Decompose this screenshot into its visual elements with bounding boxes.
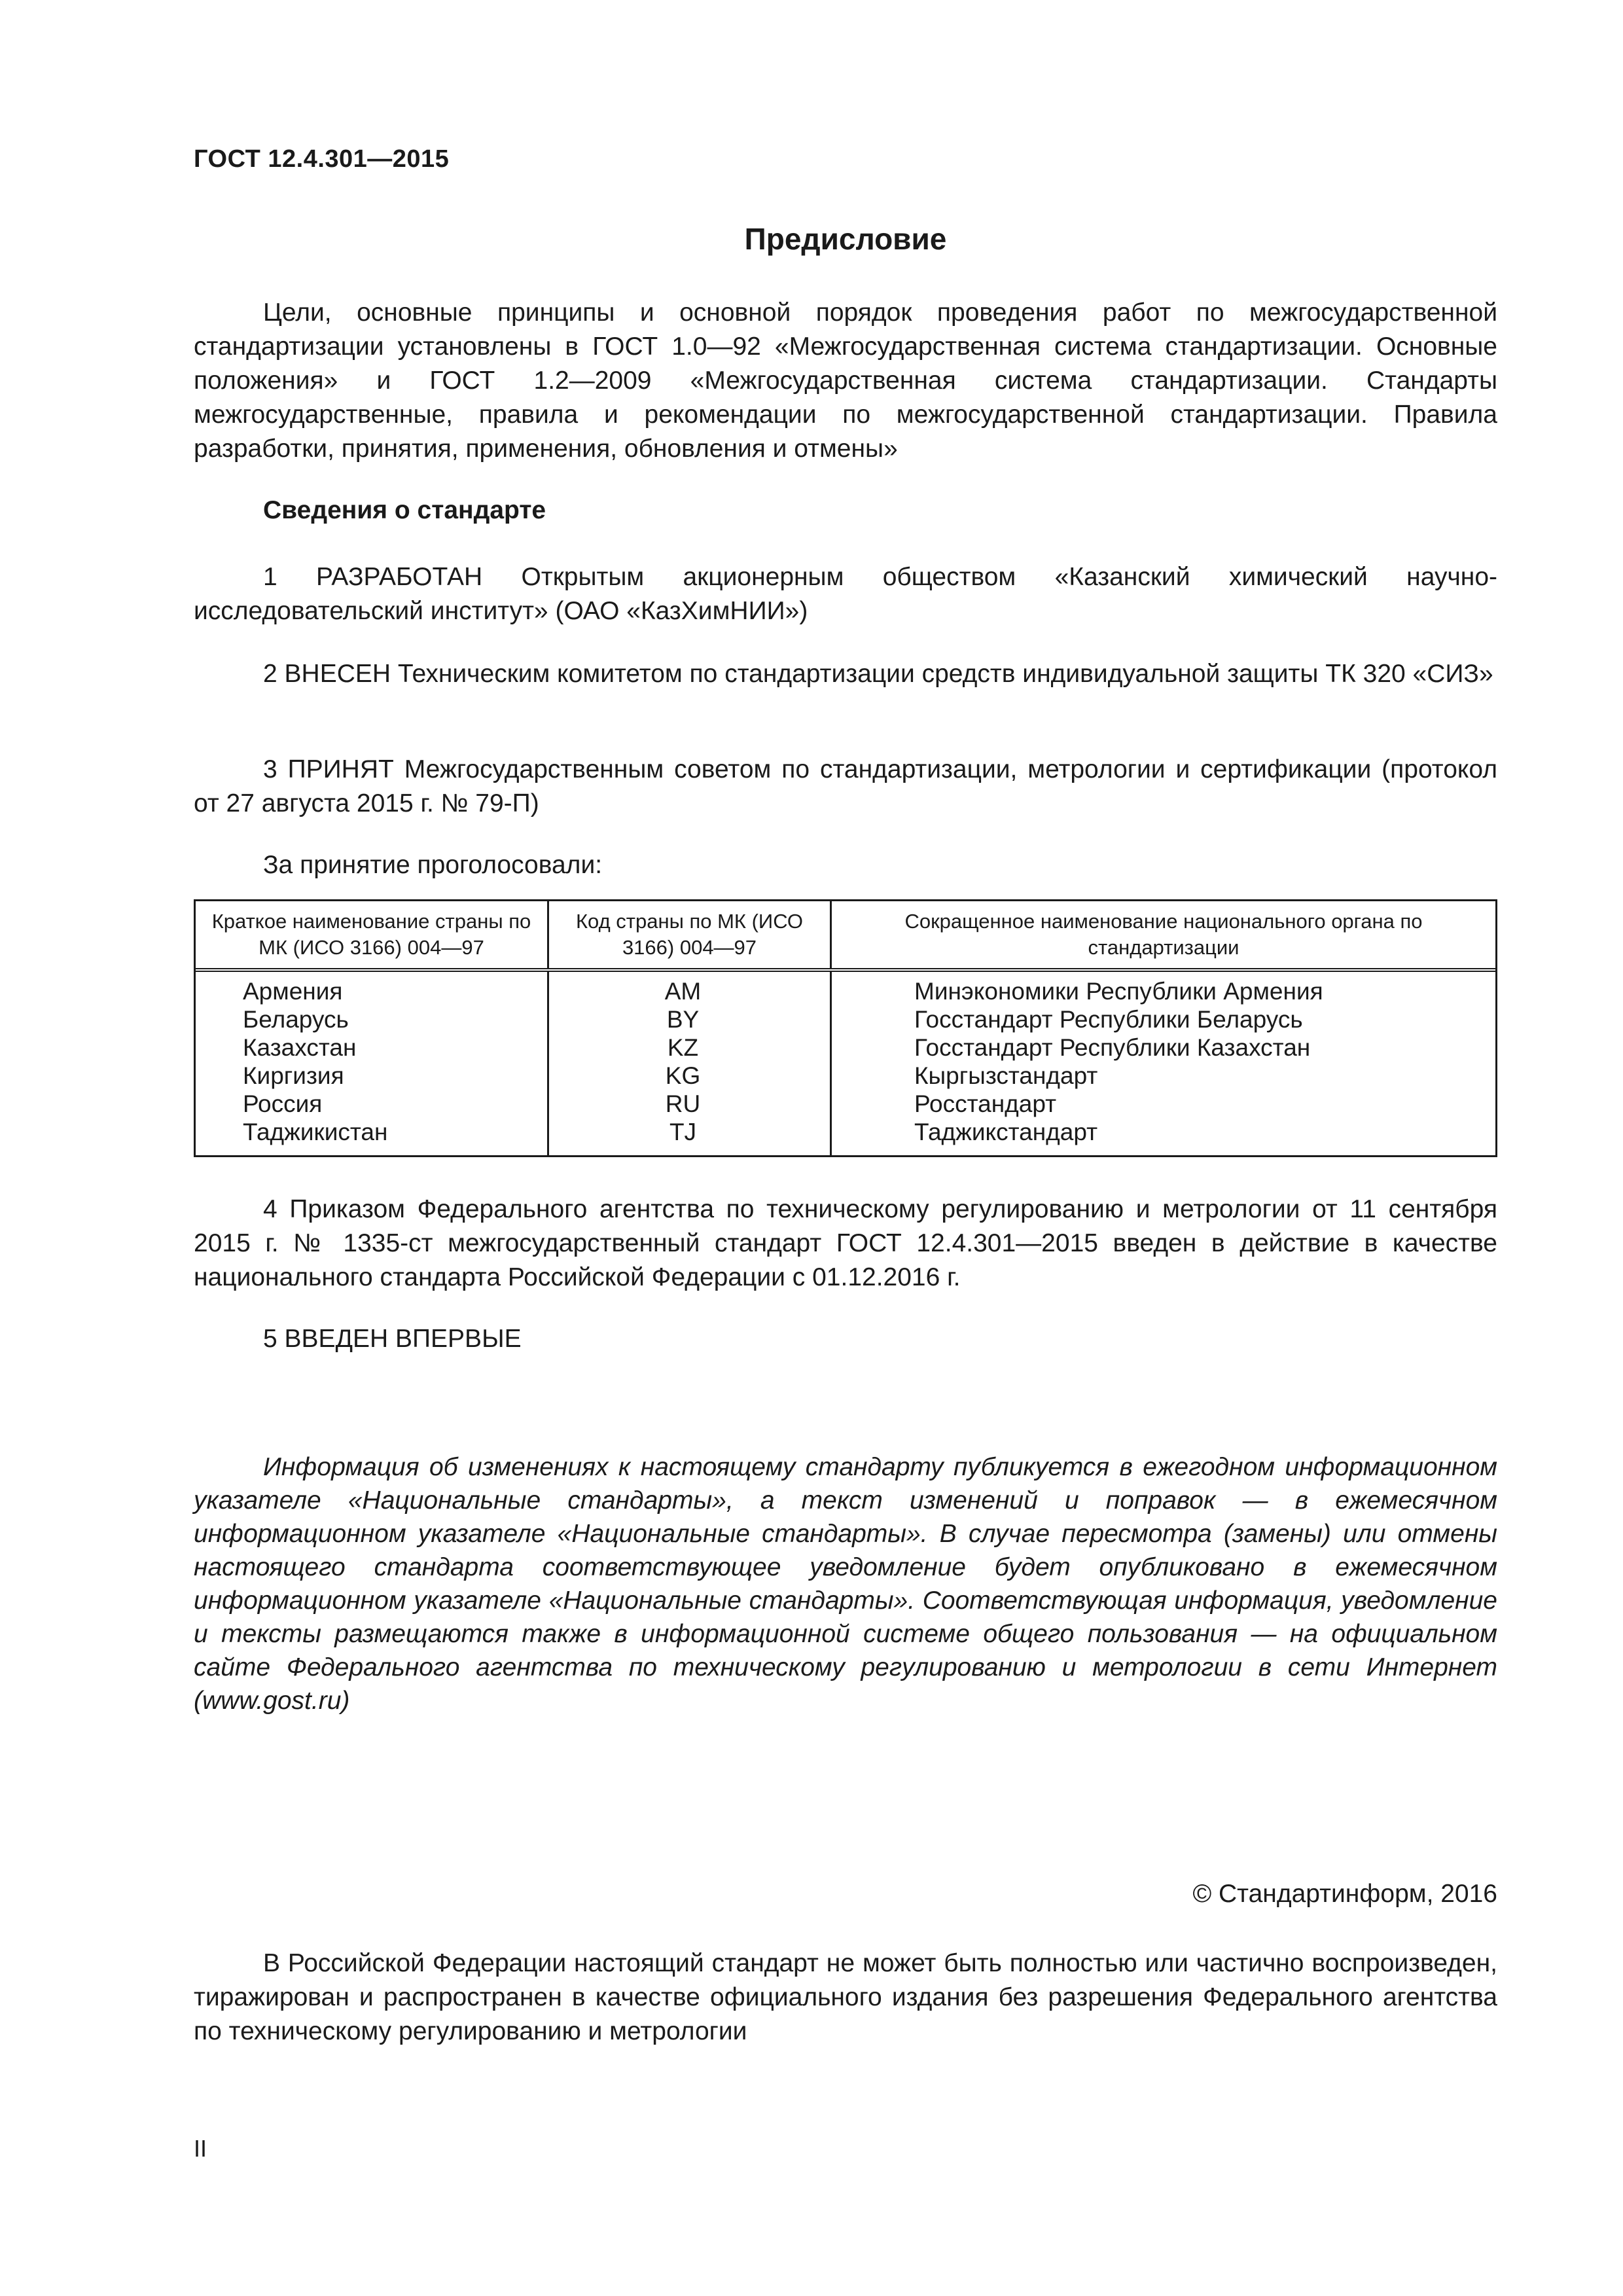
item-submitted: 2 ВНЕСЕН Техническим комитетом по стандартизации средств индивидуальной защиты ТК 320 «СИЗ» <box>263 660 1493 688</box>
table-cell-country: Казахстан <box>243 1034 357 1061</box>
header-country-name: Краткое наименование страны по МК (ИСО 3166) 004—97 <box>196 901 549 968</box>
table-cell-code: BY <box>666 1006 700 1033</box>
header-national-body: Сокращенное наименование национального органа по стандартизации <box>904 910 1423 959</box>
item-first-introduced: 5 ВВЕДЕН ВПЕРВЫЕ <box>263 1325 522 1353</box>
table-cell-country: Беларусь <box>243 1006 349 1033</box>
table-cell-country: Россия <box>243 1090 323 1117</box>
page-title: Предисловие <box>744 222 947 256</box>
changes-notice: Информация об изменениях к настоящему стандарту публикуется в ежегодном информационном указателе «Национальные стандарты», а текст изменений и поправок — в ежемесячном информационном указателе «Национальные стандарты». В случае пересмотра (замены) или отмены настоящего стандарта соответствующее уведомление будет опубликовано в ежемесячном информационном указателе «Национальные стандарты». Соответствующая информация, уведомление и тексты размещаются также в информационной системе общего пользования — на официальном сайте Федерального агентства по техническому регулированию и метрологии в сети Интернет (www.gost.ru) <box>194 1453 1497 1715</box>
table-cell-country: Армения <box>243 978 343 1005</box>
table-cell-body: Кыргызстандарт <box>914 1062 1098 1089</box>
item-order: 4 Приказом Федерального агентства по техническому регулированию и метрологии от 11 сентября 2015 г. № 1335-ст межгосударственный стандарт ГОСТ 12.4.301—2015 введен в действие в качестве национального стандарта Российской Федерации с 01.12.2016 г. <box>194 1195 1497 1291</box>
header-country-code: Код страны по МК (ИСО 3166) 004—97 <box>549 901 832 968</box>
table-cell-code: RU <box>665 1090 701 1117</box>
item-adopted: 3 ПРИНЯТ Межгосударственным советом по стандартизации, метрологии и сертификации (протокол от 27 августа 2015 г. № 79-П) <box>194 755 1497 817</box>
info-section-title: Сведения о стандарте <box>263 496 546 524</box>
table-cell-body: Минэкономики Республики Армения <box>914 978 1323 1005</box>
table-cell-code: AM <box>664 978 702 1005</box>
item-developed: 1 РАЗРАБОТАН Открытым акционерным обществом «Казанский химический научно-исследовательский институт» (ОАО «КазХимНИИ») <box>194 563 1497 625</box>
voted-label: За принятие проголосовали: <box>263 851 603 879</box>
table-cell-body: Таджикстандарт <box>914 1119 1098 1145</box>
intro-paragraph: Цели, основные принципы и основной порядок проведения работ по межгосударственной стандартизации установлены в ГОСТ 1.0—92 «Межгосударственная система стандартизации. Основные положения» и ГОСТ 1.2—2009 «Межгосударственная система стандартизации. Стандарты межгосударственные, правила и рекомендации по межгосударственной стандартизации. Правила разработки, принятия, применения, обновления и отмены» <box>194 298 1497 463</box>
table-cell-code: KZ <box>667 1034 699 1061</box>
rights-notice: В Российской Федерации настоящий стандарт не может быть полностью или частично воспроизведен, тиражирован и распространен в качестве официального издания без разрешения Федерального агентства по техническому регулированию и метрологии <box>194 1949 1497 2045</box>
table-cell-code: KG <box>665 1062 701 1089</box>
table-cell-body: Госстандарт Республики Казахстан <box>914 1034 1311 1061</box>
table-header <box>196 901 1495 972</box>
column-country <box>196 972 549 1155</box>
table-cell-country: Таджикистан <box>243 1119 388 1145</box>
column-national-body <box>832 972 1495 1155</box>
page-number: II <box>194 2135 207 2162</box>
column-code <box>549 972 832 1155</box>
table-cell-body: Росстандарт <box>914 1090 1057 1117</box>
table-body <box>196 972 1495 1155</box>
copyright: © Стандартинформ, 2016 <box>1192 1880 1497 1908</box>
table-cell-body: Госстандарт Республики Беларусь <box>914 1006 1303 1033</box>
table-cell-code: TJ <box>669 1119 697 1145</box>
standard-code-header: ГОСТ 12.4.301—2015 <box>194 145 450 173</box>
table-cell-country: Киргизия <box>243 1062 344 1089</box>
voting-countries-table <box>194 899 1497 1157</box>
